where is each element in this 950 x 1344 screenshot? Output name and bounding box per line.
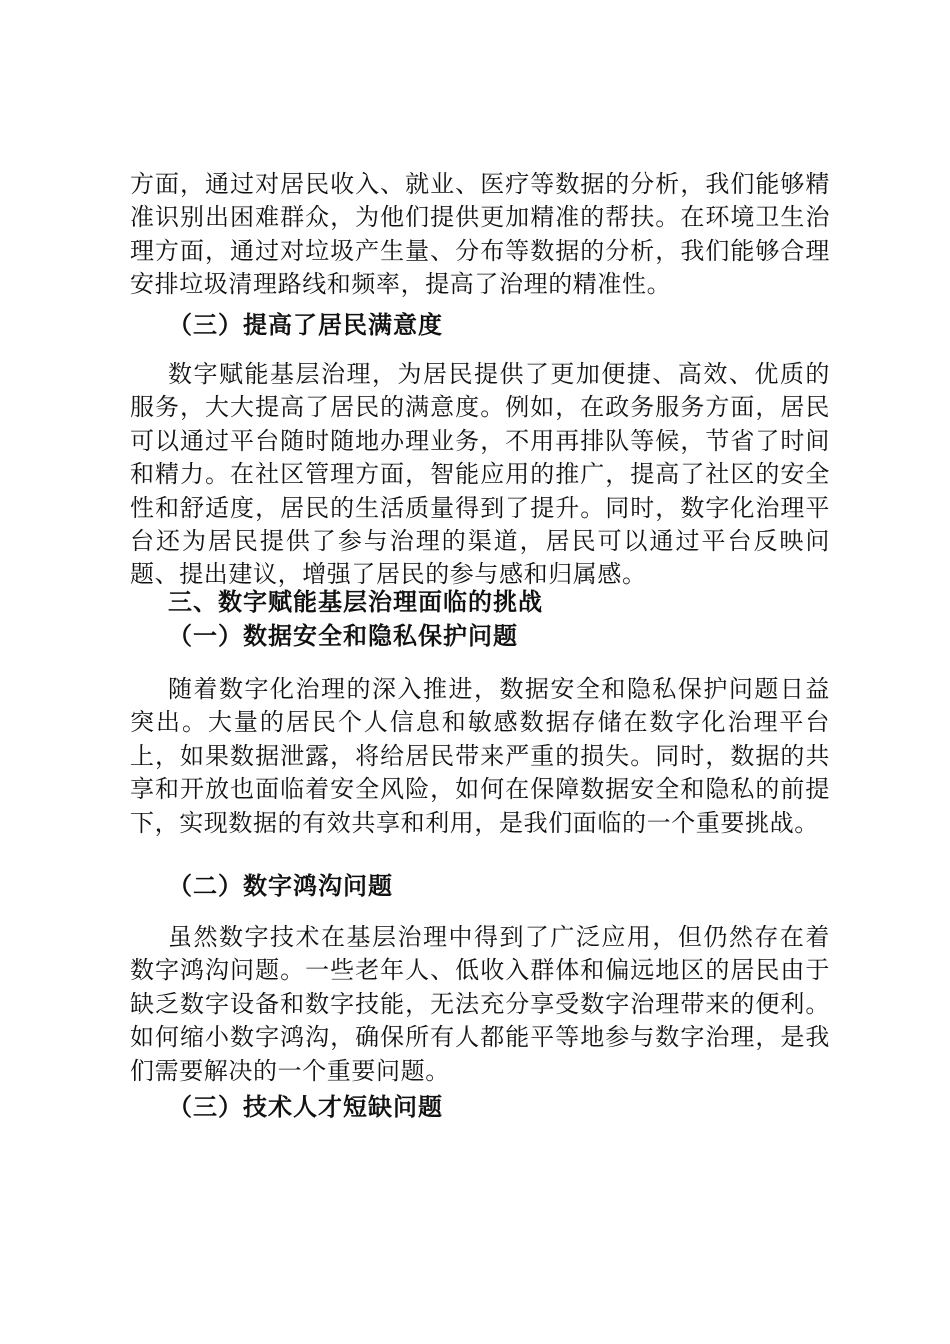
subsection-heading: （三）提高了居民满意度 — [168, 311, 443, 339]
body-paragraph: 随着数字化治理的深入推进，数据安全和隐私保护问题日益突出。大量的居民个人信息和敏感数据存储在数字化治理平台上，如果数据泄露，将给居民带来严重的损失。同时，数据的共享和开放也面临着安全风险，如何在保障数据安全和隐私的前提下，实现数据的有效共享和利用，是我们面临的一个重要挑战。 — [130, 675, 830, 837]
subsection-heading: （二）数字鸿沟问题 — [168, 872, 393, 900]
subsection-heading: （三）技术人才短缺问题 — [168, 1093, 443, 1121]
body-paragraph: 方面，通过对居民收入、就业、医疗等数据的分析，我们能够精准识别出困难群众，为他们提供更加精准的帮扶。在环境卫生治理方面，通过对垃圾产生量、分布等数据的分析，我们能够合理安排垃圾清理路线和频率，提高了治理的精准性。 — [130, 170, 830, 299]
section-heading: 三、数字赋能基层治理面临的挑战 — [168, 588, 543, 616]
body-paragraph: 虽然数字技术在基层治理中得到了广泛应用，但仍然存在着数字鸿沟问题。一些老年人、低收入群体和偏远地区的居民由于缺乏数字设备和数字技能，无法充分享受数字治理带来的便利。如何缩小数字鸿沟，确保所有人都能平等地参与数字治理，是我们需要解决的一个重要问题。 — [130, 923, 830, 1085]
body-paragraph: 数字赋能基层治理，为居民提供了更加便捷、高效、优质的服务，大大提高了居民的满意度。例如，在政务服务方面，居民可以通过平台随时随地办理业务，不用再排队等候，节省了时间和精力。在社区管理方面，智能应用的推广，提高了社区的安全性和舒适度，居民的生活质量得到了提升。同时，数字化治理平台还为居民提供了参与治理的渠道，居民可以通过平台反映问题、提出建议，增强了居民的参与感和归属感。 — [130, 360, 830, 589]
subsection-heading: （一）数据安全和隐私保护问题 — [168, 622, 518, 650]
